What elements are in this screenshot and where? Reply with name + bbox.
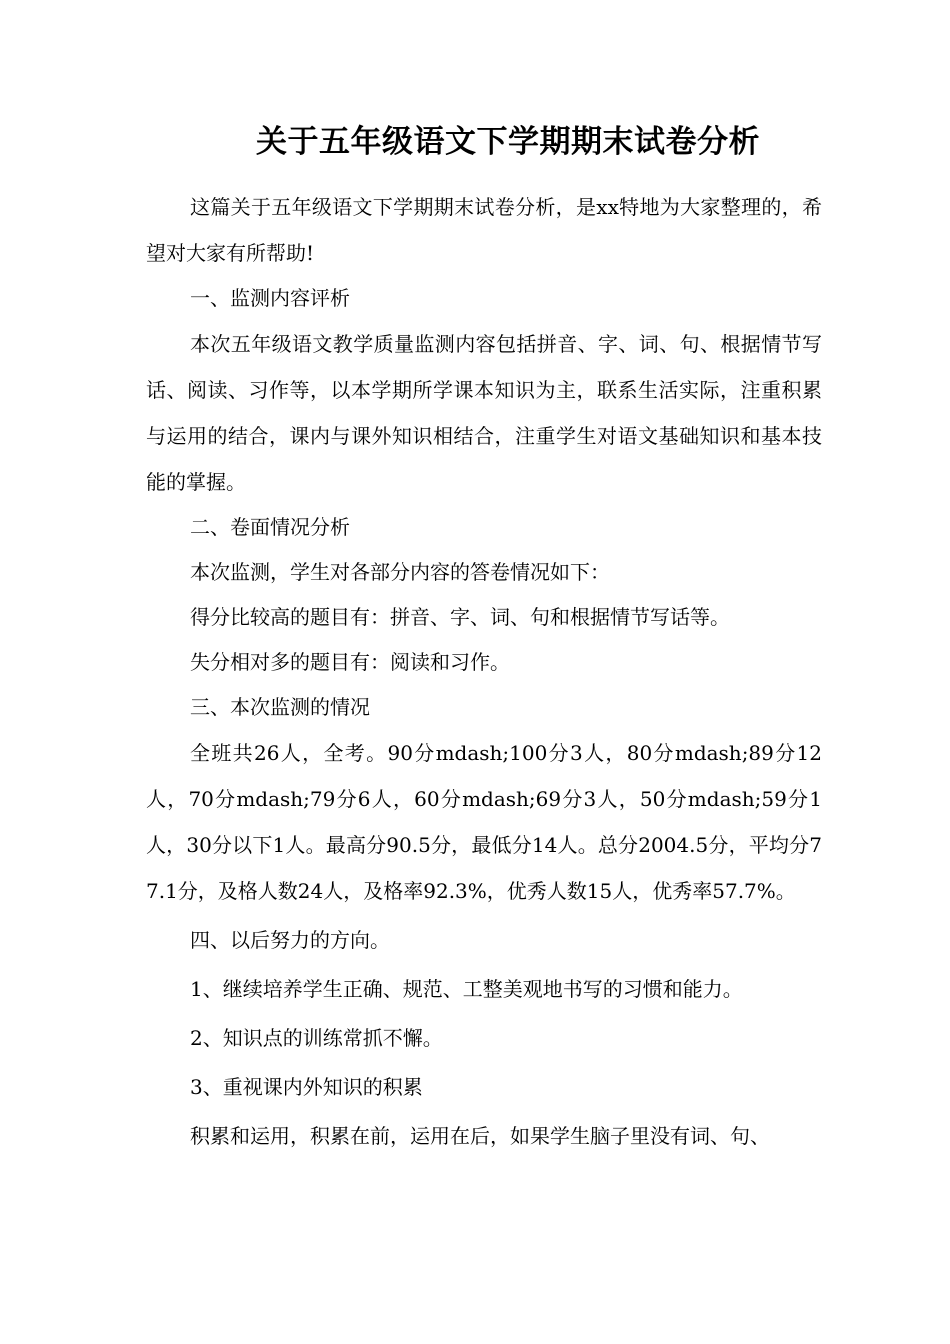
body-paragraph: 失分相对多的题目有：阅读和习作。	[190, 650, 510, 674]
section-heading-4: 四、以后努力的方向。	[190, 928, 390, 952]
statistics-paragraph: 全班共26人，全考。90分mdash;100分3人，80分mdash;89分12人，70分mdash;79分6人，60分mdash;69分3人，50分mdash;59分1人，30分以下1人。最高分90.5分，最低分14人。总分2004.5分，平均分77.1分，及格人数24人，及格率92.3%，优秀人数15人，优秀率57.7%。	[146, 741, 822, 903]
document-body	[146, 184, 822, 1159]
intro-paragraph: 这篇关于五年级语文下学期期末试卷分析，是xx特地为大家整理的，希望对大家有所帮助!	[146, 195, 822, 265]
body-paragraph: 得分比较高的题目有：拼音、字、词、句和根据情节写话等。	[190, 605, 730, 629]
list-item: 3、重视课内外知识的积累	[190, 1075, 423, 1099]
body-paragraph: 本次五年级语文教学质量监测内容包括拼音、字、词、句、根据情节写话、阅读、习作等，以本学期所学课本知识为主，联系生活实际，注重积累与运用的结合，课内与课外知识相结合，注重学生对语文基础知识和基本技能的掌握。	[146, 332, 822, 494]
section-heading-2: 二、卷面情况分析	[190, 515, 350, 539]
section-heading-3: 三、本次监测的情况	[190, 695, 370, 719]
document-title: 关于五年级语文下学期期末试卷分析	[256, 124, 760, 160]
list-item: 2、知识点的训练常抓不懈。	[190, 1026, 443, 1050]
list-item: 1、继续培养学生正确、规范、工整美观地书写的习惯和能力。	[190, 977, 743, 1001]
body-paragraph: 积累和运用，积累在前，运用在后，如果学生脑子里没有词、句、	[190, 1124, 770, 1148]
body-paragraph: 本次监测，学生对各部分内容的答卷情况如下：	[190, 560, 610, 584]
section-heading-1: 一、监测内容评析	[190, 286, 350, 310]
